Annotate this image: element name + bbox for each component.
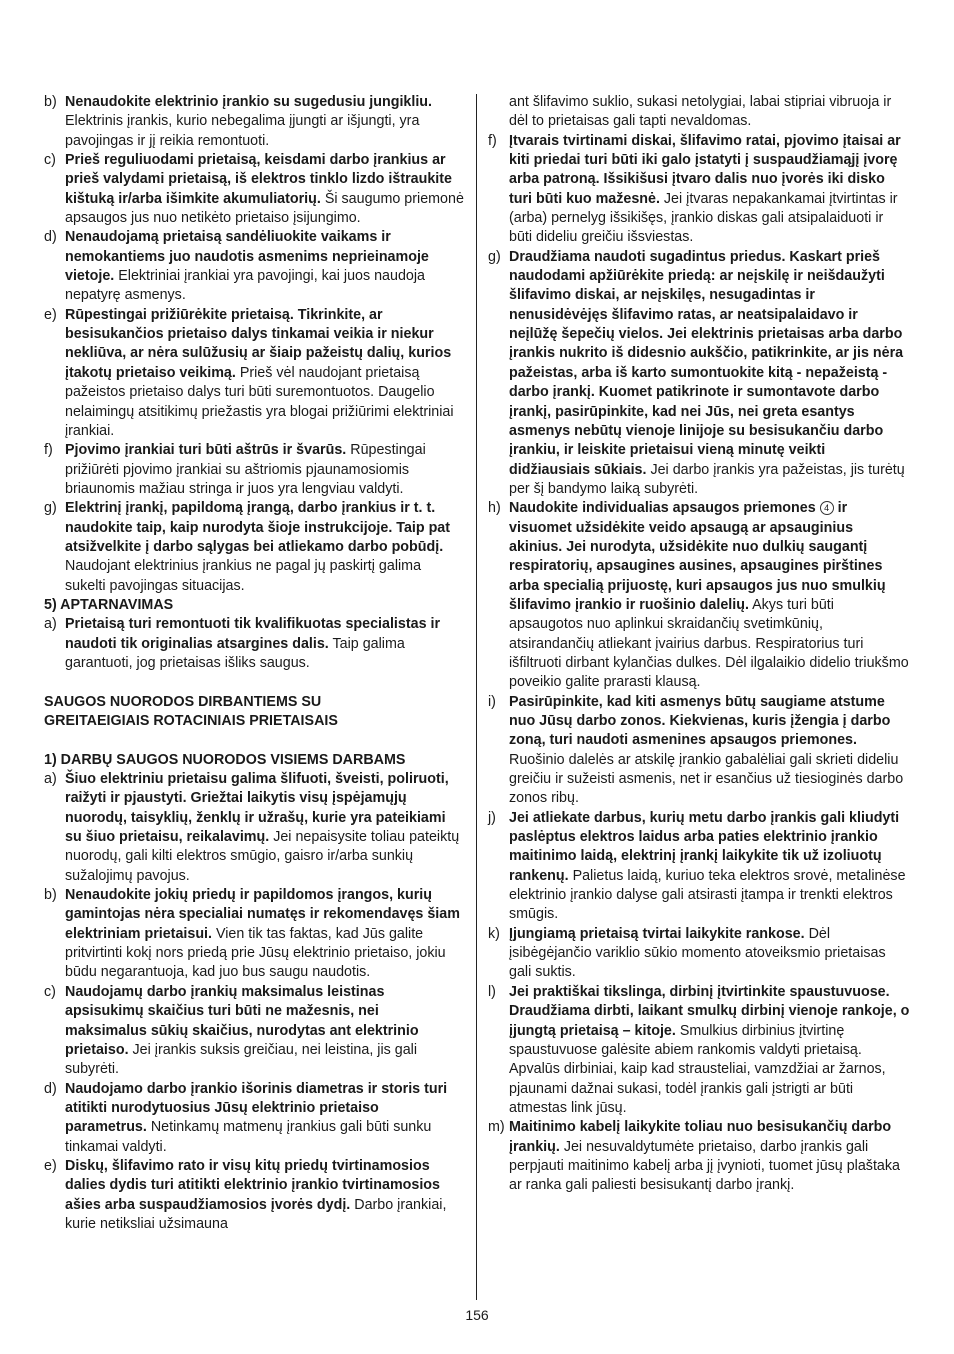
- list-item-bold-text: Elektrinį įrankį, papildomą įrangą, darbo įrankius ir t. t. naudokite taip, kaip nurodyta šioje instrukcijoje. Taip pat atsižvelkite į darbo sąlygas bei atliekamo darbo pobūdį.: [65, 500, 451, 555]
- list-group-service: [44, 615, 464, 673]
- list-item-label: b): [44, 94, 57, 110]
- list-item-label: f): [44, 442, 53, 459]
- list-item-bold-text: ir visuomet užsidėkite veido apsaugą ar apsauginius akinius. Jei nurodyta, užsidėkite nuo dulkių saugantį respiratorių, apsaugines ausines, apsaugines pirštines arba specialią prijuostę, kuri apsaugos jus nuo smulkių šlifavimo įrankio ir ruošinio dalelių.: [509, 500, 886, 613]
- list-item: [44, 441, 464, 499]
- list-item-text: Netinkamų matmenų įrankius gali būti sunku tinkamai valdyti.: [65, 1119, 432, 1155]
- section-heading-1: 1) DARBŲ SAUGOS NUORODOS VISIEMS DARBAMS: [44, 751, 406, 768]
- column-divider: [476, 94, 477, 1300]
- list-item-label: h): [488, 500, 501, 517]
- list-item: [44, 306, 464, 441]
- list-item-bold-text: Nenaudokite elektrinio įrankio su sugedusiu jungikliu.: [65, 94, 433, 110]
- list-item: [44, 93, 464, 151]
- list-item-text: Vien tik tas faktas, kad Jūs galite pritvirtinti kokį nors priedą prie Jūsų elektrinio prietaiso, jokiu būdu negarantuoja, kad juo bus saugu naudotis.: [65, 925, 446, 981]
- figure-reference-marker: 4: [820, 501, 834, 515]
- list-item-label: m): [488, 1119, 505, 1136]
- list-item-label: i): [488, 693, 496, 710]
- list-item: [488, 132, 910, 248]
- list-item-text: Ruošinio dalelės ar atskilę įrankio gabalėliai gali skrieti dideliu greičiu ir sužeisti asmenis, net ir esančius už tiesioginės darbo zonos ribų.: [509, 751, 904, 807]
- list-item-bold-text: Šiuo elektriniu prietaisu galima šlifuoti, šveisti, poliruoti, raižyti ir pjaustyti. Griežtai laikytis visų įspėjamųjų nuorodų, taisyklių, ženklų ir užrašų, kurie yra pateikiami su šiuo prietaisu, reikalavimų.: [65, 771, 449, 846]
- list-item-text: Elektrinis įrankis, kurio nebegalima įjungti ar išjungti, yra pavojingas ir jį reikia remontuoti.: [65, 113, 420, 149]
- list-item-text: Naudojant elektrinius įrankius ne pagal jų paskirtį galima sukelti pavojingas situacijas.: [65, 558, 422, 594]
- list-item-text: Palietus laidą, kuriuo teka elektros srovė, metalinėse elektrinio įrankio dalyse gali atsirasti įtampa ir trenkti elektros smūgis.: [509, 867, 906, 923]
- list-item-text: Ši saugumo priemonė apsaugos jus nuo netikėto prietaiso įsijungimo.: [65, 190, 464, 227]
- list-item-bold-text: Draudžiama naudoti sugadintus priedus. Kaskart prieš naudodami apžiūrėkite priedą: ar neįskilę ir neišdaužyti šlifavimo diskai, ar neįskilęs, nesugadintas ir nenusidėvėjęs šlifavimo ratas, ar neatsipalaidavo ir neįlūžę šepečių vielos. Jei elektrinis prietaisas arba darbo įrankis nukrito iš didesnio aukščio, patikrinkite, ar jis nėra pažeistas, arba iš karto sumontuokite kitą - nepažeistą - darbo įrankį. Kuomet patikrinote ir sumontavote darbo įrankį, pasirūpinkite, kad nei Jūs, nei greta esantys asmenys nebūtų vienoje linijoje su besisukančiu darbo įrankiu, ir leiskite prietaisui vieną minutę veikti didžiausiais sūkiais.: [509, 248, 904, 478]
- list-item-label: b): [44, 887, 57, 904]
- list-item-bold-text: Naudojamų darbo įrankių maksimalus leistinas apsisukimų skaičius turi būti ne mažesnis, nei maksimalus sūkių skaičius, nurodytas ant elektrinio prietaiso.: [65, 983, 419, 1058]
- list-item-bold-text: Įtvarais tvirtinami diskai, šlifavimo ratai, pjovimo įtaisai ar kiti priedai turi būti iki galo įstatyti į suspaudžiamąjį įvorę arba patroną. Išsikišusi įtvaro dalis nuo įvorės iki disko turi būti kuo mažesnė.: [509, 132, 901, 207]
- list-item-bold-text: Rūpestingai prižiūrėkite prietaisą. Tikrinkite, ar besisukančios prietaiso dalys tinkamai veikia ir niekur nekliūva, ar nėra sulūžusių ar šiaip pažeistų dalių, kurios įtakotų prietaiso veikimą.: [65, 306, 452, 381]
- list-item-label: f): [488, 132, 497, 149]
- list-item-bold-text: Naudojamo darbo įrankio išorinis diametras ir storis turi atitikti nurodytuosius Jūsų elektrinio prietaiso parametrus.: [65, 1080, 448, 1136]
- list-item: [488, 925, 910, 983]
- section-heading-5: 5) APTARNAVIMAS: [44, 596, 174, 613]
- list-item: [488, 1118, 910, 1195]
- list-item-label: a): [44, 616, 57, 633]
- list-group-maintenance-general: [44, 93, 464, 596]
- list-item-label: j): [488, 809, 496, 826]
- main-heading-line-2: GREITAEIGIAIS ROTACINIAIS PRIETAISAIS: [44, 713, 338, 729]
- continued-text: ant šlifavimo suklio, sukasi netolygiai, labai stipriai vibruoja ir dėl to prietaisas gali tapti nevaldomas.: [509, 94, 892, 130]
- list-item: [44, 1080, 464, 1157]
- main-heading-line-1: SAUGOS NUORODOS DIRBANTIEMS SU: [44, 693, 322, 710]
- page-number: 156: [465, 1307, 489, 1323]
- list-item-text: Jei įrankis suksis greičiau, nei leistina, jis gali subyrėti.: [65, 1041, 417, 1078]
- list-item-text: Akys turi būti apsaugotos nuo aplinkui skraidančių svetimkūnių, atsirandančių atliekant įvairius darbus. Respiratorius turi išfiltruoti dirbant kylančias dulkes. Dėl ilgalaikio didelio triukšmo poveikio galite prarasti klausą.: [509, 596, 909, 691]
- list-item-text: Darbo įrankiai, kurie netiksliai užsimauna: [65, 1196, 447, 1232]
- list-item-bold-text: Jei atliekate darbus, kurių metu darbo įrankis gali kliudyti paslėptus elektros laidus arba paties elektrinio įrankio maitinimo laidą, elektrinį įrankį laikykite tik už izoliuotų rankenų.: [509, 809, 900, 884]
- right-column: [488, 93, 910, 1196]
- list-item-label: g): [44, 500, 57, 517]
- list-item-text: Jei nepaisysite toliau pateiktų nuorodų, gali kilti elektros smūgio, gaisro ir/arba sunkių sužalojimų pavojus.: [65, 829, 460, 884]
- list-item-bold-text: Prietaisą turi remontuoti tik kvalifikuotas specialistas ir naudoti tik originalias atsargines dalis.: [65, 616, 441, 652]
- list-item-bold-text: Pjovimo įrankiai turi būti aštrūs ir švarūs.: [65, 442, 347, 459]
- left-column: [44, 93, 464, 1234]
- list-item: [44, 886, 464, 983]
- list-item-text: Jei darbo įrankis yra pažeistas, jis turėtų per šį bandymo laiką subyrėti.: [509, 461, 905, 497]
- list-item: [488, 499, 910, 692]
- list-item-bold-text: Nenaudokite jokių priedų ir papildomos įrangos, kurių gamintojas nėra specialiai numatęs ir rekomendavęs šiam elektriniam prietaisui.: [65, 887, 460, 942]
- list-item: [44, 615, 464, 673]
- list-item-label: g): [488, 248, 501, 265]
- list-item-label: c): [44, 152, 56, 169]
- list-item-label: e): [44, 1157, 57, 1174]
- list-item-bold-text: Maitinimo kabelį laikykite toliau nuo besisukančių darbo įrankių.: [509, 1119, 892, 1155]
- list-item-bold-text: Prieš reguliuodami prietaisą, keisdami darbo įrankius ar prieš valydami prietaisą, iš elektros tinklo lizdo ištraukite kištuką ir/arba išimkite akumuliatorių.: [65, 152, 452, 207]
- list-item-bold-text: Pasirūpinkite, kad kiti asmenys būtų saugiame atstume nuo Jūsų darbo zonos. Kiekvienas, kuris įžengia į darbo zoną, turi naudoti asmenines apsaugos priemones.: [509, 693, 891, 749]
- list-item-text: Jei įtvaras nepakankamai įtvirtintas ir (arba) pernelyg išsikišęs, įrankio diskas gali atsipalaiduoti ir būti dideliu greičiu išsviestas.: [509, 190, 898, 246]
- list-item: [44, 228, 464, 305]
- list-item-text: Smulkius dirbinius įtvirtinę spaustuvuose galėsite abiem rankomis valdyti prietaisą. Apvalūs dirbiniai, kaip kad strausteliai, vamzdžiai ar žarnos, pjaunami dažnai sukasi, todėl įrankis gali įstrigti ar būti atmestas link jūsų.: [509, 1022, 886, 1116]
- list-item-label: e): [44, 306, 57, 323]
- list-item: [44, 983, 464, 1080]
- list-item-bold-text: Jei praktiškai tikslinga, dirbinį įtvirtinkite spaustuvuose. Draudžiama dirbti, laikant smulkų dirbinį vienoje rankoje, o įjungtą prietaisą – kitoje.: [509, 983, 910, 1039]
- list-item-label: c): [44, 983, 56, 1000]
- list-item-text: Prieš vėl naudojant prietaisą pažeistos prietaiso dalys turi būti suremontuotos. Daugelio nelaimingų atsitikimų priežastis yra blogai prižiūrimi elektriniai įrankiai.: [65, 364, 454, 439]
- list-item-label: a): [44, 771, 57, 788]
- list-item: [488, 248, 910, 499]
- list-item-bold-text: Nenaudojamą prietaisą sandėliuokite vaikams ir nemokantiems juo naudotis asmenims neprieinamoje vietoje.: [65, 229, 429, 285]
- list-group-safety-all-work: [44, 770, 464, 1234]
- list-item-text: Rūpestingai prižiūrėti pjovimo įrankiai su aštriomis pjaunamosiomis briaunomis mažiau stringa ir juos yra lengviau valdyti.: [65, 442, 426, 497]
- list-item-bold-text: Diskų, šlifavimo rato ir visų kitų priedų tvirtinamosios dalies dydis turi atitikti elektrinio įrankio tvirtinamosios ašies arba suspaudžiamosios įvorės dydį.: [65, 1157, 440, 1213]
- list-item: [488, 809, 910, 925]
- list-item: [488, 983, 910, 1118]
- list-item: [44, 499, 464, 596]
- list-item-text: Jei nesuvaldytumėte prietaiso, darbo įrankis gali perpjauti maitinimo kabelį arba jį įvynioti, tuomet jūsų plaštaka ar ranka gali paliesti besisukantį darbo įrankį.: [509, 1138, 900, 1194]
- list-item-label: l): [488, 983, 496, 1000]
- list-item-text: Dėl įsibėgėjančio variklio sūkio momento atoveiksmio prietaisas gali suktis.: [509, 925, 886, 981]
- list-item: [44, 151, 464, 228]
- list-item-label: d): [44, 1080, 57, 1097]
- list-item-text: Elektriniai įrankiai yra pavojingi, kai juos naudoja nepatyrę asmenys.: [65, 268, 425, 304]
- list-item-label: d): [44, 229, 57, 246]
- list-item-bold-text: Įjungiamą prietaisą tvirtai laikykite rankose.: [509, 925, 805, 942]
- list-item: [44, 770, 464, 886]
- list-item: [44, 1157, 464, 1234]
- list-item-label: k): [488, 925, 500, 942]
- list-item-text: Taip galima garantuoti, jog prietaisas išliks saugus.: [65, 635, 405, 671]
- list-item-bold-text: Naudokite individualias apsaugos priemones: [509, 500, 816, 517]
- list-group-safety-continued: [488, 132, 910, 1196]
- list-item: [488, 693, 910, 809]
